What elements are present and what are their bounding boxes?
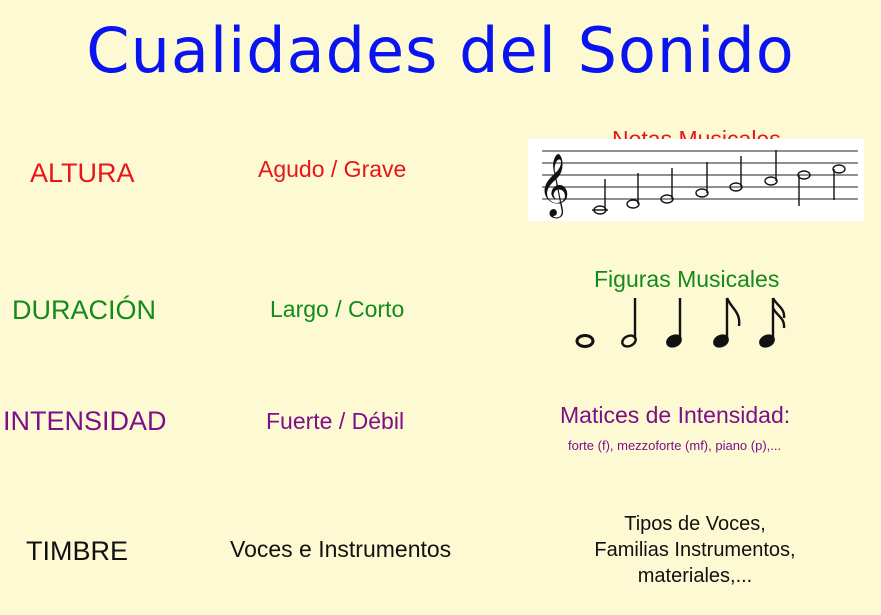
example-detail-intensidad: forte (f), mezzoforte (mf), piano (p),...	[568, 438, 782, 453]
example-title-duracion: Figuras Musicales	[594, 266, 780, 292]
quality-intensidad: INTENSIDAD	[3, 406, 167, 436]
example-timbre	[560, 511, 830, 589]
staff-notes-icon	[528, 139, 864, 221]
note-figures-icon	[565, 292, 805, 354]
svg-text:𝄞: 𝄞	[538, 153, 570, 216]
values-timbre: Voces e Instrumentos	[230, 536, 452, 562]
quality-altura: ALTURA	[30, 158, 135, 188]
values-duracion: Largo / Corto	[270, 296, 405, 322]
quality-timbre: TIMBRE	[26, 536, 129, 566]
timbre-line: Familias Instrumentos,	[594, 539, 796, 561]
timbre-line: Tipos de Voces,	[624, 513, 766, 535]
values-altura: Agudo / Grave	[258, 156, 407, 182]
timbre-line: materiales,...	[637, 565, 753, 587]
page-title: Cualidades del Sonido	[86, 14, 795, 87]
example-title-intensidad: Matices de Intensidad:	[560, 402, 791, 428]
values-intensidad: Fuerte / Débil	[266, 408, 405, 434]
quality-duracion: DURACIÓN	[12, 295, 157, 325]
